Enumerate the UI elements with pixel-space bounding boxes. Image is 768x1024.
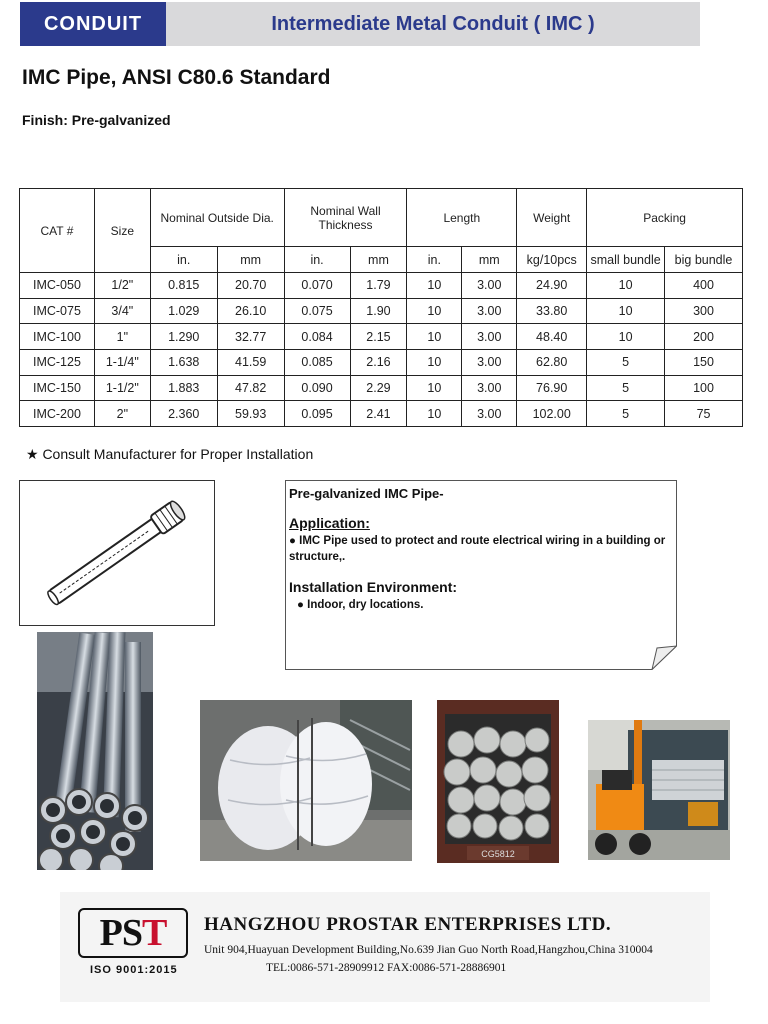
table-cell: IMC-125 <box>20 350 95 376</box>
table-cell: 0.815 <box>150 273 217 299</box>
iso-label: ISO 9001:2015 <box>90 964 178 976</box>
table-cell: 150 <box>665 350 743 376</box>
spec-table <box>19 188 743 427</box>
table-cell: 10 <box>587 273 665 299</box>
company-footer <box>60 892 710 1002</box>
table-cell: 1.029 <box>150 298 217 324</box>
header-od: Nominal Outside Dia. <box>150 189 284 247</box>
pipe-drawing <box>19 480 215 626</box>
table-cell: 41.59 <box>217 350 284 376</box>
table-cell: 10 <box>407 375 462 401</box>
table-cell: 0.075 <box>284 298 350 324</box>
header-weight: Weight <box>517 189 587 247</box>
table-cell: 10 <box>587 298 665 324</box>
table-cell: 400 <box>665 273 743 299</box>
company-address: Unit 904,Huayuan Development Building,No.639 Jian Guo North Road,Hangzhou,China 310004 <box>204 944 653 956</box>
header-cat: CAT # <box>20 189 95 273</box>
table-cell: 1.90 <box>350 298 407 324</box>
unit-cell: in. <box>407 247 462 273</box>
table-cell: 1/2" <box>94 273 150 299</box>
table-cell: 47.82 <box>217 375 284 401</box>
table-row <box>20 401 743 427</box>
header-size: Size <box>94 189 150 273</box>
table-cell: 32.77 <box>217 324 284 350</box>
container-loading-photo <box>437 700 559 863</box>
table-cell: 200 <box>665 324 743 350</box>
header-title: Intermediate Metal Conduit ( IMC ) <box>271 12 595 35</box>
table-cell: 48.40 <box>517 324 587 350</box>
finish-label: Finish: Pre-galvanized <box>22 112 171 128</box>
wrapped-bundles-photo <box>200 700 412 861</box>
info-content <box>289 486 669 611</box>
page-title: IMC Pipe, ANSI C80.6 Standard <box>22 66 331 89</box>
unit-cell: big bundle <box>665 247 743 273</box>
table-cell: 1.79 <box>350 273 407 299</box>
info-title: Pre-galvanized IMC Pipe- <box>289 486 444 501</box>
table-cell: 1.290 <box>150 324 217 350</box>
unit-cell: mm <box>462 247 517 273</box>
table-cell: 62.80 <box>517 350 587 376</box>
conduit-drawing-icon <box>20 481 214 625</box>
table-row <box>20 375 743 401</box>
forklift-loading-photo <box>588 720 730 860</box>
unit-cell: in. <box>284 247 350 273</box>
company-contact: TEL:0086-571-28909912 FAX:0086-571-28886901 <box>266 962 507 974</box>
environment-text: ● Indoor, dry locations. <box>297 599 424 611</box>
table-cell: 0.070 <box>284 273 350 299</box>
unit-cell: in. <box>150 247 217 273</box>
table-cell: IMC-100 <box>20 324 95 350</box>
unit-cell: mm <box>350 247 407 273</box>
table-cell: 0.095 <box>284 401 350 427</box>
table-cell: 1-1/4" <box>94 350 150 376</box>
table-cell: 3/4" <box>94 298 150 324</box>
table-cell: 1-1/2" <box>94 375 150 401</box>
logo-ps: PS <box>99 912 142 954</box>
table-cell: 75 <box>665 401 743 427</box>
table-cell: 1" <box>94 324 150 350</box>
table-cell: 33.80 <box>517 298 587 324</box>
table-cell: 2.16 <box>350 350 407 376</box>
application-text: ● IMC Pipe used to protect and route electrical wiring in a building or structure,. <box>289 535 666 563</box>
table-cell: IMC-050 <box>20 273 95 299</box>
table-cell: 20.70 <box>217 273 284 299</box>
table-cell: 10 <box>407 350 462 376</box>
table-cell: IMC-150 <box>20 375 95 401</box>
install-note: ★ Consult Manufacturer for Proper Installation <box>26 446 314 462</box>
environment-heading: Installation Environment: <box>289 579 458 595</box>
table-cell: IMC-075 <box>20 298 95 324</box>
table-cell: 0.085 <box>284 350 350 376</box>
table-cell: 300 <box>665 298 743 324</box>
table-cell: 0.090 <box>284 375 350 401</box>
header-bar <box>20 2 700 46</box>
table-cell: 10 <box>407 324 462 350</box>
container-plate: CG5812 <box>481 849 515 859</box>
logo-t: T <box>142 912 167 954</box>
table-cell: 76.90 <box>517 375 587 401</box>
table-cell: 5 <box>587 401 665 427</box>
table-cell: 3.00 <box>462 350 517 376</box>
table-cell: 3.00 <box>462 375 517 401</box>
header-tag: CONDUIT <box>20 2 166 46</box>
table-row <box>20 324 743 350</box>
company-name: HANGZHOU PROSTAR ENTERPRISES LTD. <box>204 914 612 935</box>
table-row <box>20 350 743 376</box>
table-cell: 3.00 <box>462 401 517 427</box>
table-row <box>20 273 743 299</box>
table-cell: 2.360 <box>150 401 217 427</box>
table-cell: IMC-200 <box>20 401 95 427</box>
company-logo <box>78 908 188 958</box>
table-cell: 1.883 <box>150 375 217 401</box>
unit-cell: small bundle <box>587 247 665 273</box>
application-heading: Application: <box>289 515 370 531</box>
table-cell: 24.90 <box>517 273 587 299</box>
table-cell: 1.638 <box>150 350 217 376</box>
table-cell: 2.15 <box>350 324 407 350</box>
table-row <box>20 298 743 324</box>
table-cell: 102.00 <box>517 401 587 427</box>
info-box <box>285 480 677 670</box>
table-cell: 10 <box>407 273 462 299</box>
table-cell: 3.00 <box>462 298 517 324</box>
table-cell: 2" <box>94 401 150 427</box>
table-cell: 5 <box>587 375 665 401</box>
table-cell: 3.00 <box>462 324 517 350</box>
table-cell: 100 <box>665 375 743 401</box>
unit-cell: mm <box>217 247 284 273</box>
table-cell: 59.93 <box>217 401 284 427</box>
table-cell: 2.41 <box>350 401 407 427</box>
table-cell: 2.29 <box>350 375 407 401</box>
table-cell: 26.10 <box>217 298 284 324</box>
table-cell: 3.00 <box>462 273 517 299</box>
unit-cell: kg/10pcs <box>517 247 587 273</box>
table-cell: 10 <box>587 324 665 350</box>
header-packing: Packing <box>587 189 743 247</box>
pipe-ends-photo <box>37 632 153 870</box>
table-cell: 10 <box>407 298 462 324</box>
header-wall: Nominal Wall Thickness <box>284 189 407 247</box>
header-length: Length <box>407 189 517 247</box>
table-cell: 10 <box>407 401 462 427</box>
table-cell: 0.084 <box>284 324 350 350</box>
table-cell: 5 <box>587 350 665 376</box>
